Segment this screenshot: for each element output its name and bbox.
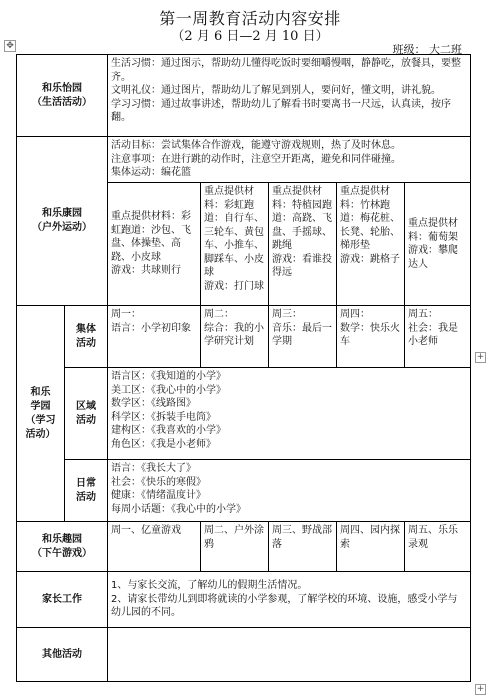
- collective-day: 周三： 音乐：最后一学期: [269, 306, 337, 368]
- outdoor-line: 活动目标：尝试集体合作游戏，能遵守游戏规则，热了及时休息。: [111, 140, 401, 151]
- outdoor-general: [108, 137, 471, 183]
- outdoor-col: 重点提供材料：彩虹跑道：沙包、飞盘、体操垫、高跷、小皮球 游戏：共球则行: [108, 183, 201, 306]
- outdoor-col: 重点提供材料：彩虹跑道：自行车、三轮车、黄包车、小推车、脚踩车、小皮球 游戏：打门球: [201, 183, 269, 306]
- daily-line: 每周小话题：《我心中的小学》: [111, 503, 246, 515]
- play-day: 周二、户外涂鸦: [201, 522, 269, 572]
- category-life: 和乐怡园 （生活活动）: [17, 55, 108, 137]
- collective-day: 周五： 社会：我是小老师: [405, 306, 471, 368]
- row-other: [17, 628, 471, 682]
- subcategory-area: 区域 活动: [65, 368, 108, 460]
- category-play: 和乐趣园 （下午游戏）: [17, 522, 108, 572]
- row-study-area: [17, 368, 471, 460]
- parents-content: [108, 572, 471, 628]
- category-study: 和乐 学园 （学习 活动）: [17, 306, 65, 522]
- collective-day: 周二： 综合：我的小学研究计划: [201, 306, 269, 368]
- daily-line: 语言：《我长大了》: [111, 463, 196, 474]
- parents-line: 1、与家长交流，了解幼儿的假期生活情况。: [111, 580, 308, 592]
- life-line: 学习习惯：通过故事讲述，帮助幼儿了解看书时要离书一尺远，认真读，按序翻。: [111, 98, 451, 123]
- row-study-collective: [17, 306, 471, 368]
- row-life: [17, 55, 471, 137]
- daily-line: 健康：《情绪温度计》: [111, 490, 206, 501]
- category-parents: 家长工作: [17, 572, 108, 628]
- area-line: 语言区：《我知道的小学》: [111, 371, 226, 382]
- collective-day: 周一： 语言：小学初印象: [108, 306, 201, 368]
- add-column-icon[interactable]: +: [476, 352, 485, 362]
- area-line: 角色区：《我是小老师》: [111, 438, 216, 450]
- subcategory-daily: 日常 活动: [65, 460, 108, 522]
- daily-line: 社会：《快乐的寒假》: [111, 476, 206, 488]
- play-day: 周五、乐乐录观: [405, 522, 471, 572]
- outdoor-line: 集体运动：编花篮: [111, 167, 191, 178]
- area-line: 科学区：《拆装手电筒》: [111, 411, 216, 423]
- life-line: 生活习惯：通过图示，帮助幼儿懂得吃饭时要细嚼慢咽，静静吃，放餐具，要整齐。: [111, 58, 461, 83]
- class-label: 班级： 大二班: [392, 43, 462, 56]
- play-day: 周四、园内探索: [337, 522, 405, 572]
- category-other: 其他活动: [17, 628, 108, 682]
- collective-day: 周四： 数学：快乐火车: [337, 306, 405, 368]
- row-parents: [17, 572, 471, 628]
- life-line: 文明礼仪：通过图片，帮助幼儿了解见到别人，要问好，懂文明，讲礼貌。: [111, 85, 441, 96]
- daily-content: [108, 460, 471, 522]
- row-outdoor-general: [17, 137, 471, 183]
- outdoor-col: 重点提供材料：特植园跑道：高跷、飞盘、手摇球、跳绳 游戏：看谁投得远: [269, 183, 337, 306]
- area-content: [108, 368, 471, 460]
- area-line: 数学区：《线路图》: [111, 398, 196, 409]
- row-study-daily: [17, 460, 471, 522]
- table-move-handle-icon[interactable]: ✥: [4, 40, 16, 52]
- date-range: （2 月 6 日—2 月 10 日）: [171, 29, 329, 44]
- other-content[interactable]: [108, 628, 471, 682]
- life-content: [108, 55, 471, 137]
- schedule-table: [16, 54, 471, 682]
- add-row-icon[interactable]: +: [476, 684, 485, 694]
- area-line: 美工区：《我心中的小学》: [111, 384, 226, 396]
- category-outdoor: 和乐康园 （户外运动）: [17, 137, 108, 306]
- outdoor-col: 重点提供材料：竹林跑道：梅花桩、长凳、轮胎、梯形垫 游戏：跳格子: [337, 183, 405, 306]
- row-play: [17, 522, 471, 572]
- play-day: 周一、亿童游戏: [108, 522, 201, 572]
- area-line: 建构区：《我喜欢的小学》: [111, 425, 226, 436]
- outdoor-col: 重点提供材料：葡萄架 游戏：攀爬达人: [405, 183, 471, 306]
- parents-line: 2、请家长带幼儿到即将就读的小学参观，了解学校的环境、设施，感受小学与幼儿园的不同。: [111, 593, 458, 619]
- play-day: 周三、野战部落: [269, 522, 337, 572]
- subcategory-collective: 集体 活动: [65, 306, 108, 368]
- outdoor-line: 注意事项：在进行跳的动作时，注意空开距离，避免和同伴碰撞。: [111, 153, 401, 165]
- page-title: 第一周教育活动内容安排: [159, 9, 341, 28]
